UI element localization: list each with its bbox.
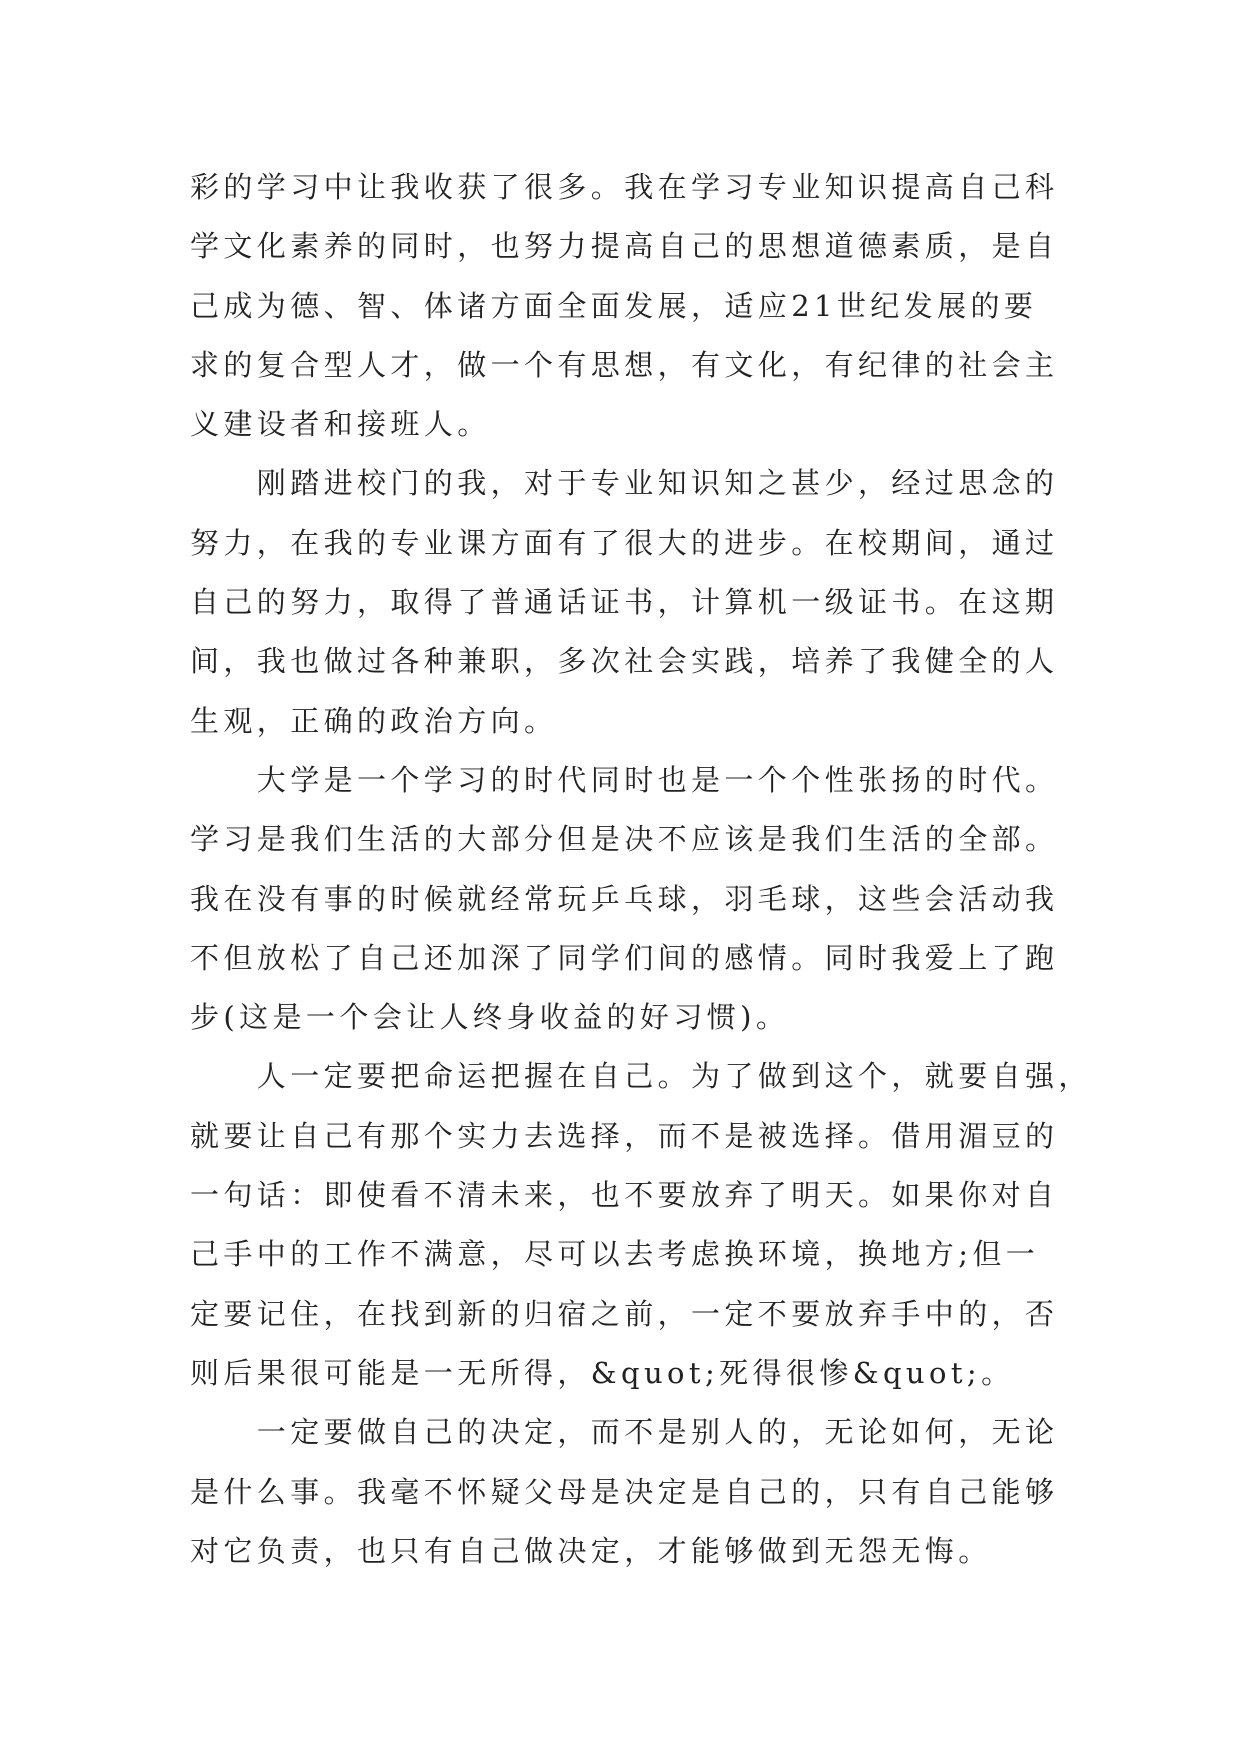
text-line: 义建设者和接班人。 xyxy=(190,407,491,442)
text-line: 则后果很可能是一无所得，&quot;死得很惨&quot;。 xyxy=(190,1355,1015,1390)
text-line: 彩的学习中让我收获了很多。我在学习专业知识提高自己科 xyxy=(190,170,1059,204)
text-line: 学习是我们生活的大部分但是决不应该是我们生活的全部。 xyxy=(190,822,1059,857)
text-line: 人一定要把命运把握在自己。为了做到这个，就要自强， xyxy=(190,1059,1092,1094)
text-line: 刚踏进校门的我，对于专业知识知之甚少，经过思念的 xyxy=(190,466,1059,501)
text-line: 学文化素养的同时，也努力提高自己的思想道德素质，是自 xyxy=(190,229,1059,264)
text-line: 定要记住，在找到新的归宿之前，一定不要放弃手中的，否 xyxy=(190,1296,1059,1331)
text-line: 一句话：即使看不清未来，也不要放弃了明天。如果你对自 xyxy=(190,1178,1059,1213)
text-line: 就要让自己有那个实力去选择，而不是被选择。借用湄豆的 xyxy=(190,1118,1059,1153)
text-line: 己成为德、智、体诸方面全面发展，适应21世纪发展的要 xyxy=(190,288,1038,323)
text-line: 不但放松了自己还加深了同学们间的感情。同时我爱上了跑 xyxy=(190,940,1059,975)
text-line: 步(这是一个会让人终身收益的好习惯)。 xyxy=(190,1000,790,1035)
text-line: 自己的努力，取得了普通话证书，计算机一级证书。在这期 xyxy=(190,585,1059,620)
body-text xyxy=(190,158,1092,1581)
text-line: 生观，正确的政治方向。 xyxy=(190,703,558,738)
text-line: 努力，在我的专业课方面有了很大的进步。在校期间，通过 xyxy=(190,525,1059,560)
text-line: 对它负责，也只有自己做决定，才能够做到无怨无悔。 xyxy=(190,1533,992,1568)
text-line: 一定要做自己的决定，而不是别人的，无论如何，无论 xyxy=(190,1415,1059,1450)
text-line: 己手中的工作不满意，尽可以去考虑换环境，换地方;但一 xyxy=(190,1237,1040,1272)
text-line: 大学是一个学习的时代同时也是一个个性张扬的时代。 xyxy=(190,762,1059,797)
text-line: 求的复合型人才，做一个有思想，有文化，有纪律的社会主 xyxy=(190,347,1059,382)
text-line: 间，我也做过各种兼职，多次社会实践，培养了我健全的人 xyxy=(190,644,1059,679)
text-line: 是什么事。我毫不怀疑父母是决定是自己的，只有自己能够 xyxy=(190,1474,1059,1509)
text-line: 我在没有事的时候就经常玩乒乓球，羽毛球，这些会活动我 xyxy=(190,881,1059,916)
